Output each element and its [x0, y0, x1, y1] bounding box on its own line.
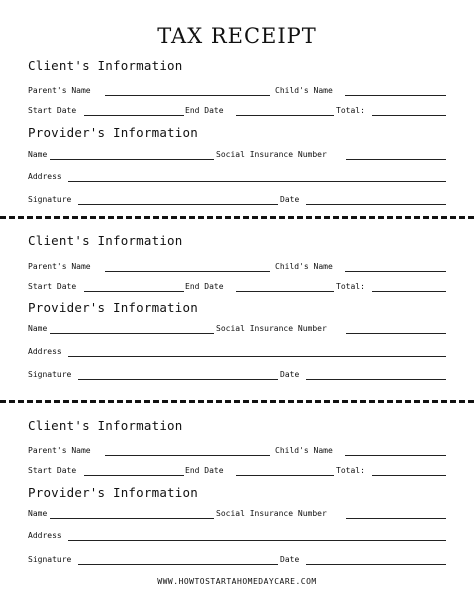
date-field[interactable] [306, 204, 446, 205]
end-date-field[interactable] [236, 291, 334, 292]
total-field[interactable] [372, 475, 446, 476]
parent-child-row [28, 86, 446, 100]
end-date-label: End Date [185, 106, 224, 115]
address-row [28, 172, 446, 186]
sin-label: Social Insurance Number [216, 509, 327, 518]
client-info-heading: Client's Information [28, 233, 183, 248]
signature-field[interactable] [78, 204, 278, 205]
parents-name-field[interactable] [105, 95, 270, 96]
sin-field[interactable] [346, 333, 446, 334]
name-field[interactable] [50, 333, 214, 334]
address-field[interactable] [68, 356, 446, 357]
parent-child-row [28, 446, 446, 460]
parents-name-label: Parent's Name [28, 262, 91, 271]
dates-row [28, 106, 446, 120]
dates-row [28, 282, 446, 296]
date-label: Date [280, 370, 300, 379]
client-info-heading: Client's Information [28, 418, 183, 433]
total-label: Total: [336, 466, 365, 475]
childs-name-label: Child's Name [275, 262, 333, 271]
cut-line [0, 216, 474, 219]
parents-name-label: Parent's Name [28, 86, 91, 95]
date-field[interactable] [306, 564, 446, 565]
childs-name-label: Child's Name [275, 446, 333, 455]
date-label: Date [280, 195, 300, 204]
website-footer: WWW.HOWTOSTARTAHOMEDAYCARE.COM [157, 577, 317, 586]
childs-name-label: Child's Name [275, 86, 333, 95]
total-label: Total: [336, 282, 365, 291]
signature-row [28, 370, 446, 384]
name-sin-row [28, 324, 446, 338]
signature-label: Signature [28, 555, 72, 564]
client-info-heading: Client's Information [28, 58, 183, 73]
signature-row [28, 195, 446, 209]
address-field[interactable] [68, 181, 446, 182]
childs-name-field[interactable] [345, 95, 446, 96]
total-field[interactable] [372, 115, 446, 116]
address-field[interactable] [68, 540, 446, 541]
total-field[interactable] [372, 291, 446, 292]
start-date-label: Start Date [28, 282, 77, 291]
address-label: Address [28, 347, 62, 356]
end-date-label: End Date [185, 466, 224, 475]
parent-child-row [28, 262, 446, 276]
start-date-label: Start Date [28, 106, 77, 115]
page-title: TAX RECEIPT [157, 24, 317, 48]
parents-name-field[interactable] [105, 271, 270, 272]
sin-label: Social Insurance Number [216, 324, 327, 333]
sin-field[interactable] [346, 159, 446, 160]
date-label: Date [280, 555, 300, 564]
start-date-label: Start Date [28, 466, 77, 475]
start-date-field[interactable] [84, 475, 184, 476]
start-date-field[interactable] [84, 291, 184, 292]
provider-info-heading: Provider's Information [28, 485, 198, 500]
total-label: Total: [336, 106, 365, 115]
parents-name-label: Parent's Name [28, 446, 91, 455]
dates-row [28, 466, 446, 480]
signature-label: Signature [28, 370, 72, 379]
sin-label: Social Insurance Number [216, 150, 327, 159]
end-date-field[interactable] [236, 475, 334, 476]
address-row [28, 347, 446, 361]
name-sin-row [28, 150, 446, 164]
name-field[interactable] [50, 518, 214, 519]
childs-name-field[interactable] [345, 271, 446, 272]
signature-row [28, 555, 446, 569]
address-row [28, 531, 446, 545]
signature-label: Signature [28, 195, 72, 204]
end-date-label: End Date [185, 282, 224, 291]
name-label: Name [28, 509, 48, 518]
provider-info-heading: Provider's Information [28, 300, 198, 315]
name-label: Name [28, 150, 48, 159]
name-sin-row [28, 509, 446, 523]
name-field[interactable] [50, 159, 214, 160]
date-field[interactable] [306, 379, 446, 380]
signature-field[interactable] [78, 564, 278, 565]
start-date-field[interactable] [84, 115, 184, 116]
address-label: Address [28, 531, 62, 540]
name-label: Name [28, 324, 48, 333]
end-date-field[interactable] [236, 115, 334, 116]
childs-name-field[interactable] [345, 455, 446, 456]
signature-field[interactable] [78, 379, 278, 380]
address-label: Address [28, 172, 62, 181]
parents-name-field[interactable] [105, 455, 270, 456]
sin-field[interactable] [346, 518, 446, 519]
provider-info-heading: Provider's Information [28, 125, 198, 140]
cut-line [0, 400, 474, 403]
